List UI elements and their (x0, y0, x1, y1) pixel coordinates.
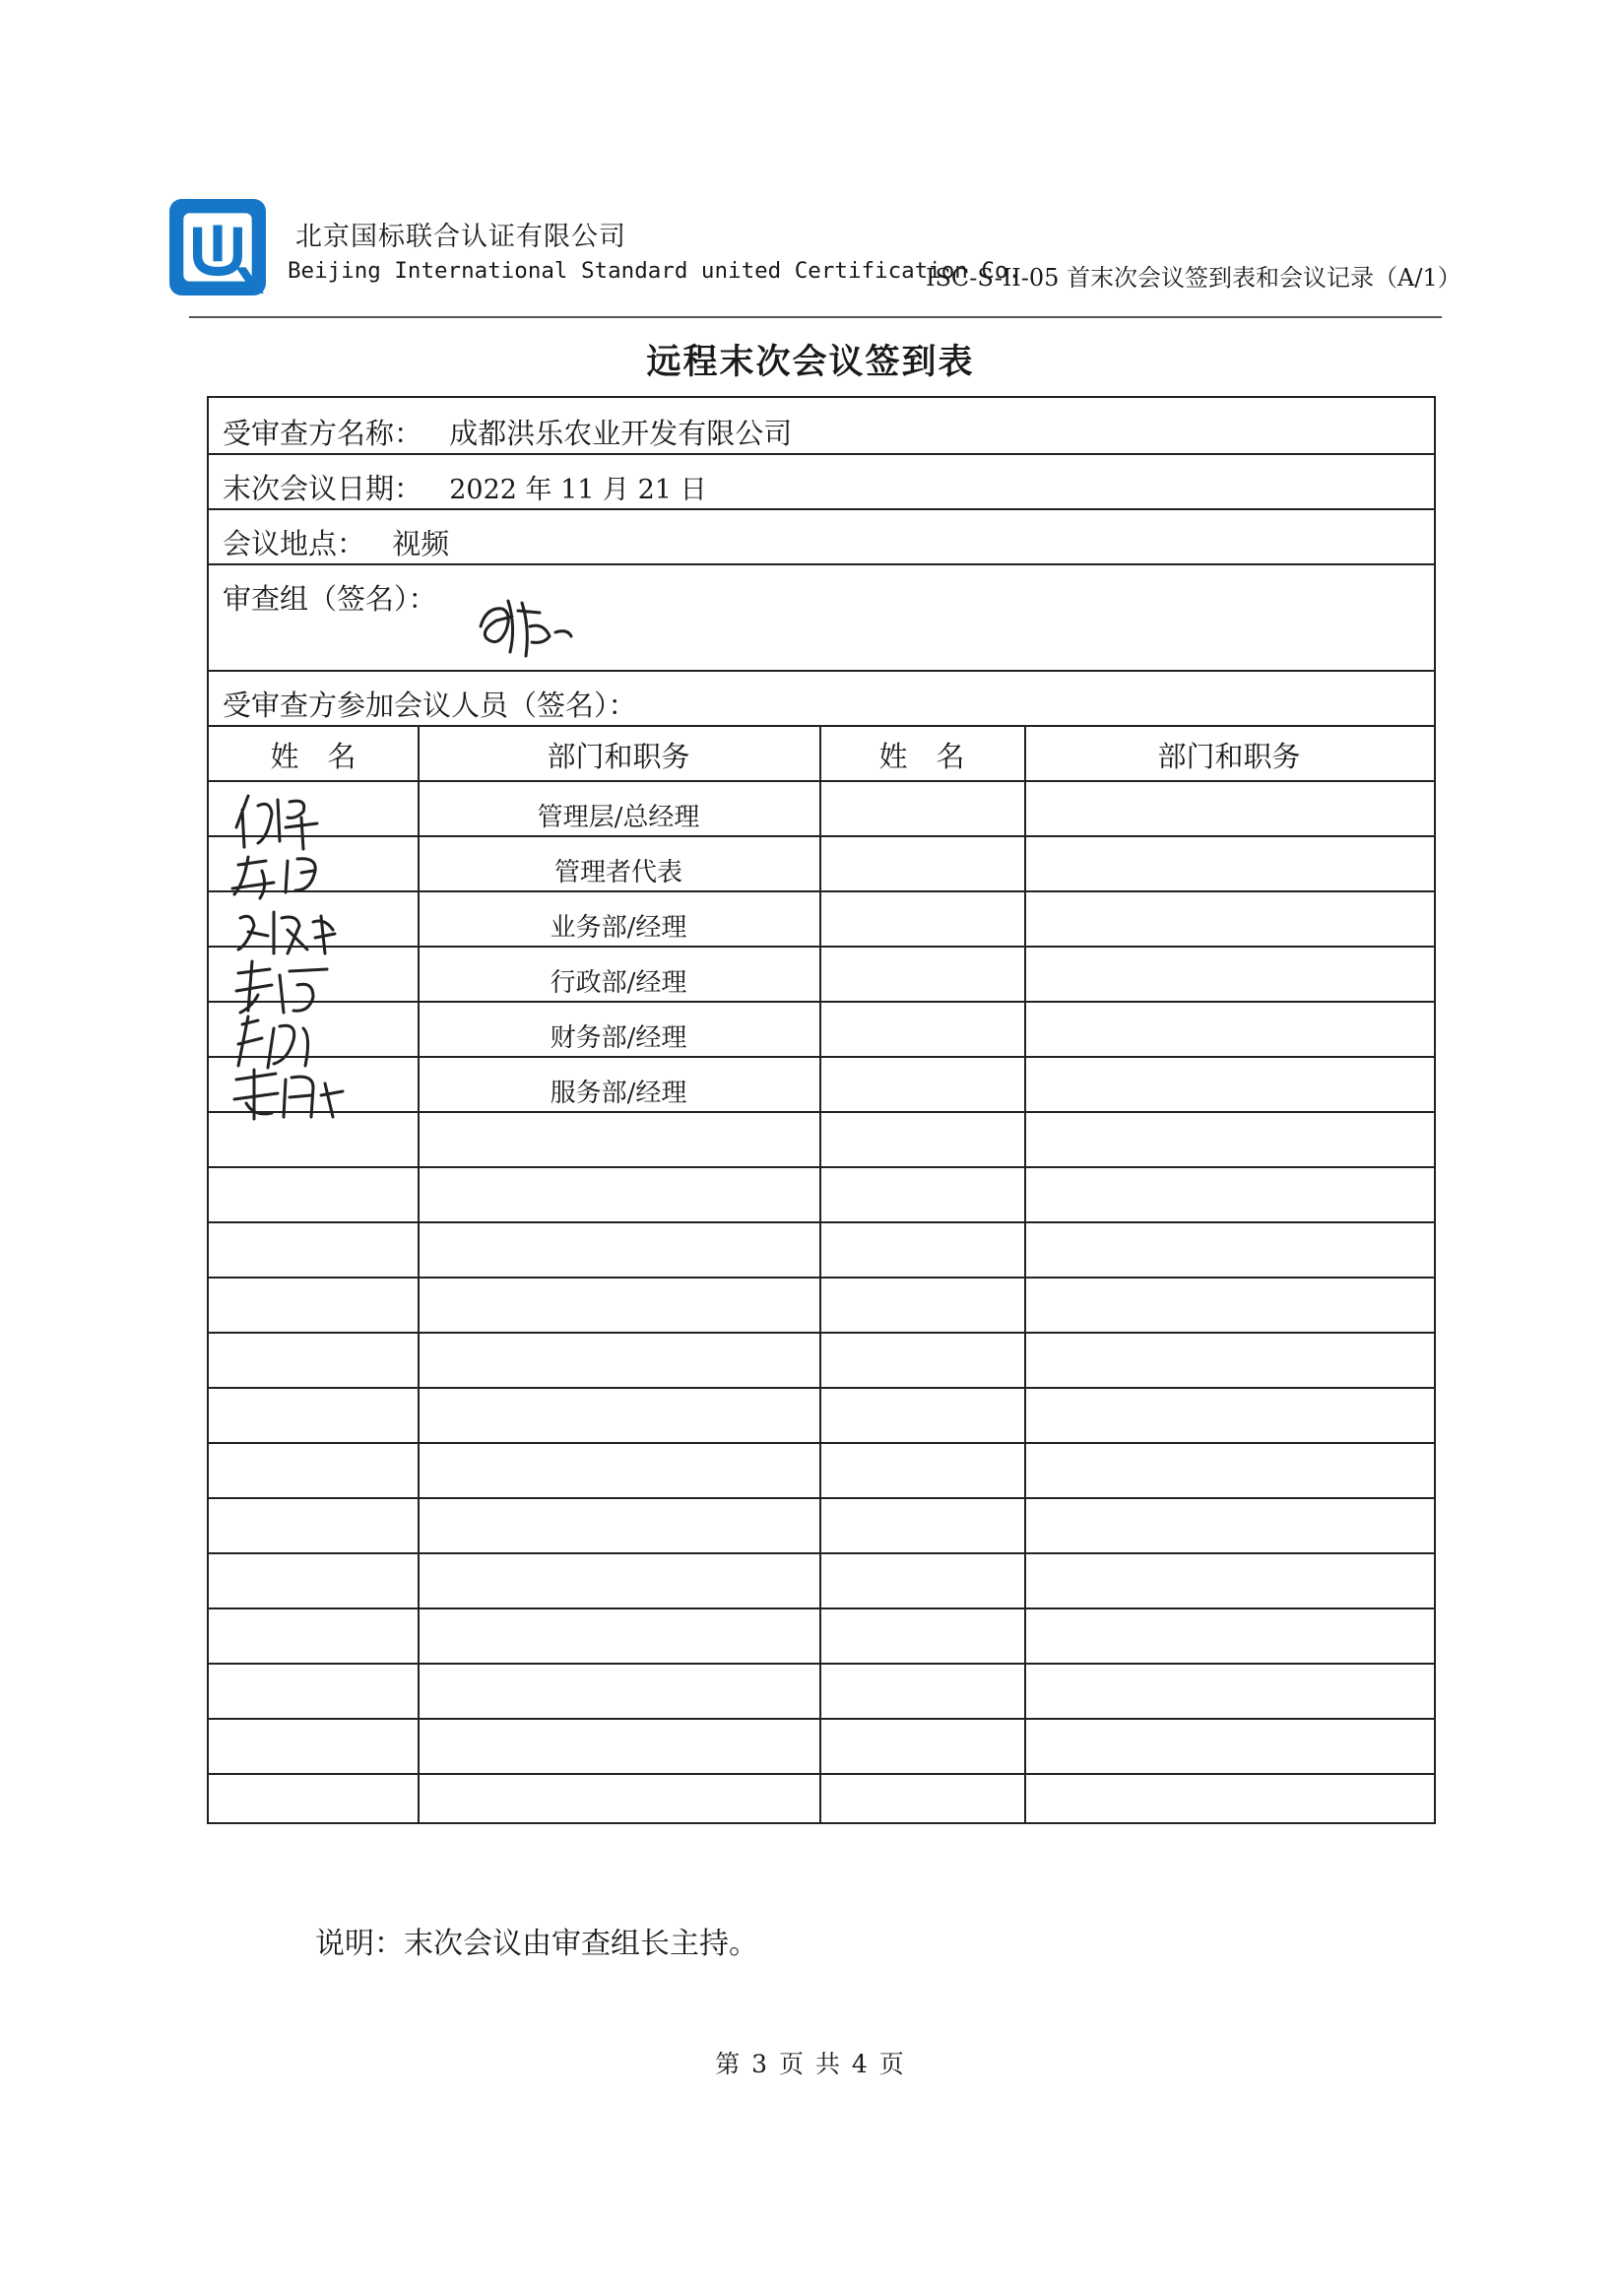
table-header-name-1: 姓 名 (270, 740, 357, 773)
attendee-signature-6 (234, 1070, 343, 1119)
table-header-role-2: 部门和职务 (1157, 740, 1301, 773)
table-row-role: 财务部/经理 (550, 1023, 687, 1053)
attendee-signature-3 (238, 912, 335, 953)
table-row (209, 1497, 1434, 1499)
date-row (223, 467, 707, 507)
attendee-signature-2 (232, 857, 315, 898)
date-value: 2022 年 11 月 21 日 (449, 475, 707, 505)
location-value: 视频 (392, 527, 450, 560)
attendee-signature-1 (236, 796, 317, 849)
table-row (209, 1607, 1434, 1609)
form-divider (209, 508, 1434, 510)
table-row-role: 管理者代表 (553, 858, 682, 887)
table-row (209, 1332, 1434, 1334)
table-row (209, 1166, 1434, 1168)
table-row-role: 服务部/经理 (550, 1079, 687, 1108)
table-row (209, 1442, 1434, 1444)
signin-form (207, 396, 1436, 1824)
auditee-value: 成都洪乐农业开发有限公司 (449, 417, 793, 450)
attendee-signature-4 (236, 961, 327, 1013)
location-label: 会议地点： (223, 527, 366, 560)
table-row (209, 1552, 1434, 1554)
note-text: 说明：末次会议由审查组长主持。 (315, 1927, 758, 1961)
location-row (223, 522, 449, 562)
auditee-label: 受审查方名称： (223, 417, 423, 450)
date-label: 末次会议日期： (223, 472, 423, 505)
form-divider (209, 725, 1434, 727)
table-row (209, 1387, 1434, 1389)
company-name-cn: 北京国标联合认证有限公司 (295, 222, 626, 252)
attendee-signature-5 (238, 1017, 308, 1068)
table-row (209, 1663, 1434, 1665)
table-row-role: 管理层/总经理 (537, 803, 700, 832)
company-name-en: Beijing International Standard united Certification Co. (288, 258, 1022, 284)
table-row-role: 业务部/经理 (550, 913, 687, 943)
table-header-role-1: 部门和职务 (547, 740, 690, 773)
attendee-signatures (219, 788, 416, 1123)
audit-team-label: 审查组（签名）： (223, 582, 437, 616)
attendees-label: 受审查方参加会议人员（签名）： (223, 689, 637, 722)
table-header-rule (209, 780, 1434, 782)
audit-team-signature (473, 587, 581, 666)
table-row-role: 行政部/经理 (550, 968, 687, 998)
form-divider (209, 453, 1434, 455)
page-number: 第 3 页 共 4 页 (715, 2050, 906, 2078)
table-header-name-2: 姓 名 (878, 740, 965, 773)
auditee-row (223, 412, 792, 452)
table-row (209, 1221, 1434, 1223)
document-code: ISC-S-II-05 首末次会议签到表和会议记录（A/1） (926, 264, 1461, 292)
table-row (209, 1718, 1434, 1720)
bisc-logo-icon (167, 197, 268, 297)
page-title: 远程末次会议签到表 (646, 343, 975, 382)
table-row (209, 1277, 1434, 1279)
header-divider (189, 316, 1442, 318)
table-row (209, 1773, 1434, 1775)
form-divider (209, 670, 1434, 672)
form-divider (209, 563, 1434, 565)
